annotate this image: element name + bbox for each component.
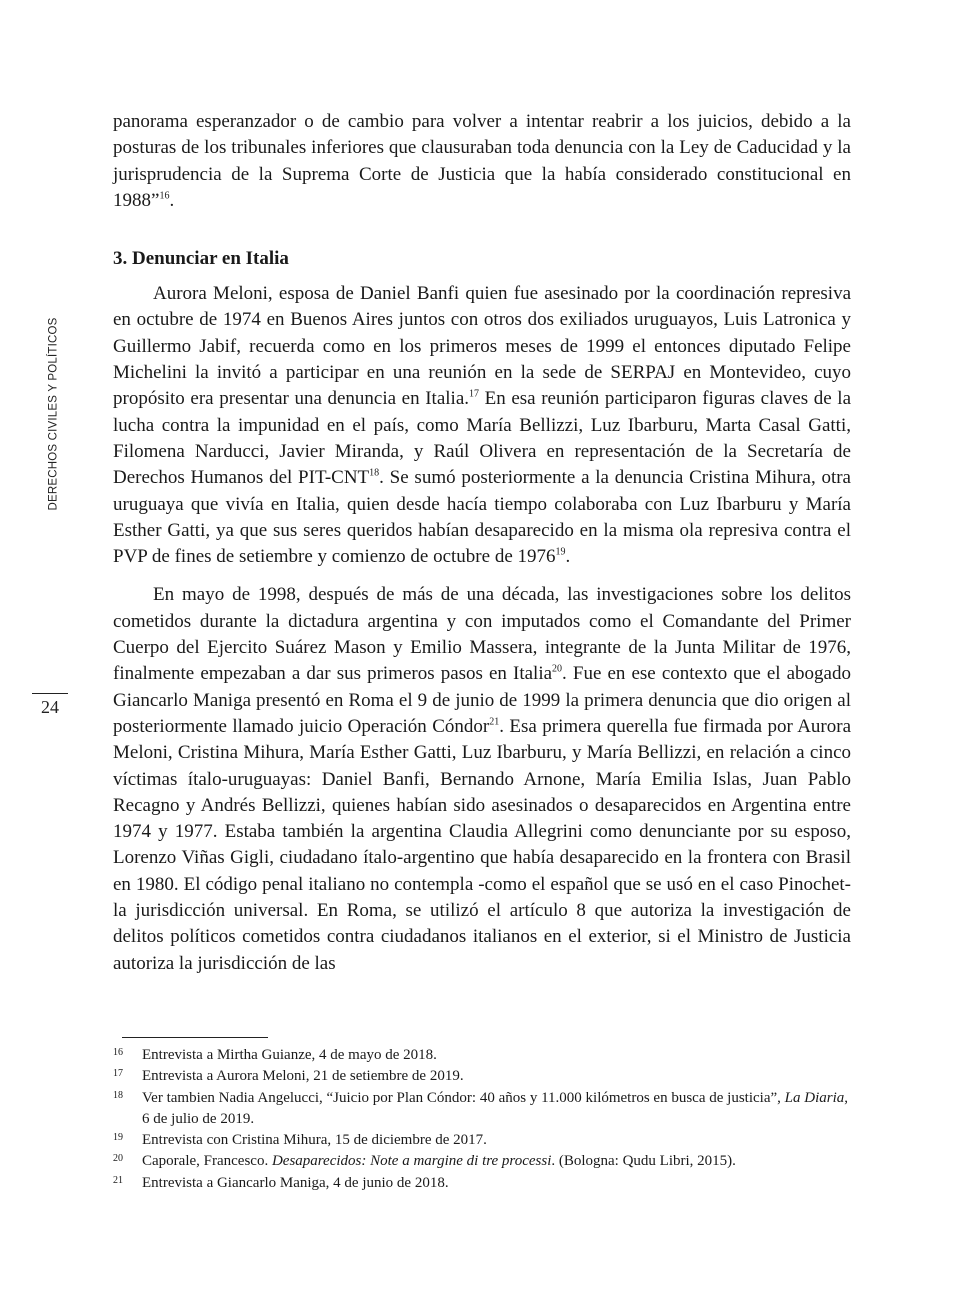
paragraph-text: Aurora Meloni, esposa de Daniel Banfi quien fue asesinado por la coordinación represiva en octubre de 1974 en Buenos Aires juntos con otros dos exiliados uruguayos, Luis Latronica y Guillermo Jabif, recuerda como en los primeros meses de 1999 el entonces diputado Felipe Michelini la invitó a participar en una reunión en la sede de SERPAJ en Montevideo, cuyo propósito era presentar una denuncia en Italia. <box>113 283 851 410</box>
footnote-18 <box>113 1088 851 1131</box>
footnote-21 <box>113 1173 851 1194</box>
main-text <box>113 109 851 977</box>
page-number: 24 <box>41 697 59 717</box>
paragraph-text: . Esa primera querella fue firmada por Aurora Meloni, Cristina Mihura, María Esther Gatti, Luz Ibarburu, y María Bellizzi, en relación a cinco víctimas ítalo-uruguayas: Daniel Banfi, Bernando Arnone, María Emilia Islas, Juan Pablo Recagno y Andrés Bellizzi, quienes habían sido asesinados o desaparecidos en Argentina entre 1974 y 1977. Estaba también la argentina Claudia Allegrini como denunciante por su esposo, Lorenzo Viñas Gigli, ciudadano ítalo-argentino que había desaparecido en la frontera con Brasil en 1980. El código penal italiano no contempla -como el español que se usó en el caso Pinochet- la jurisdicción universal. En Roma, se utilizó el artículo 8 que autoriza la investigación de delitos políticos cometidos contra ciudadanos italianos en el exterior, si el Ministro de Justicia autoriza la jurisdicción de las <box>113 715 852 974</box>
paragraph-text: . Se sumó posteriormente a la denuncia Cristina Mihura, otra uruguaya que vivía en Italia, quien desde hacía tiempo colaboraba con Luz Ibarburu y María Esther Gatti, ya que sus seres queridos habían desaparecido en la misma ola represiva contra el PVP de fines de setiembre y comienzo de octubre de 1976 <box>113 467 851 568</box>
section-label-text: DERECHOS CIVILES Y POLÍTICOS <box>48 317 61 511</box>
footnote-text-part: Caporale, Francesco. <box>142 1153 272 1170</box>
footnote-ref-17[interactable]: 17 <box>469 388 480 400</box>
paragraph-text: . <box>169 189 175 211</box>
footnote-text: Entrevista con Cristina Mihura, 15 de diciembre de 2017. <box>142 1132 487 1149</box>
book-title: Desaparecidos: Note a margine di tre processi <box>271 1153 552 1170</box>
footnote-text: Entrevista a Mirtha Guianze, 4 de mayo de 2018. <box>142 1047 437 1063</box>
footnote-number: 18 <box>113 1089 123 1101</box>
footnote-ref-18[interactable]: 18 <box>369 467 380 479</box>
footnote-ref-21[interactable]: 21 <box>489 716 500 728</box>
section-heading: 3. Denunciar en Italia <box>113 248 289 270</box>
footnote-text <box>142 1151 851 1172</box>
paragraph-text: panorama esperanzador o de cambio para volver a intentar reabrir a los juicios, debido a la posturas de los tribunales inferiores que clausuraban toda denuncia con la Ley de Caducidad y la jurisprudencia de la Suprema Corte de Justicia que la había considerado constitucional en 1988” <box>113 111 851 211</box>
publication-title: La Diaria <box>784 1089 845 1106</box>
footnote-19 <box>113 1130 851 1151</box>
paragraph-text: . <box>565 546 571 568</box>
footnote-separator <box>122 1037 268 1038</box>
footnote-ref-16[interactable]: 16 <box>159 190 170 202</box>
paragraph-meloni <box>113 281 851 570</box>
footnote-text-part: Ver tambien Nadia Angelucci, “Juicio por Plan Cóndor: 40 años y 11.000 kilómetros en busca de justicia”, <box>142 1089 785 1106</box>
footnote-ref-20[interactable]: 20 <box>552 663 563 675</box>
page-number-rule <box>32 693 68 694</box>
paragraph-continued <box>113 109 851 214</box>
running-section-label <box>40 316 68 512</box>
paragraph-text: . Fue en ese contexto que el abogado Giancarlo Maniga presentó en Roma el 9 de junio de 1999 la primera denuncia que dio origen al posteriormente llamado juicio Operación Cóndor <box>113 663 851 737</box>
footnote-number: 17 <box>113 1068 123 1080</box>
footnote-number: 16 <box>113 1047 123 1058</box>
footnote-20 <box>113 1151 851 1172</box>
footnote-text-part: . (Bologna: Qudu Libri, 2015). <box>551 1153 736 1170</box>
footnote-text: Entrevista a Aurora Meloni, 21 de setiembre de 2019. <box>142 1068 464 1085</box>
paragraph-text: En esa reunión participaron figuras claves de la lucha contra la impunidad en el país, como María Bellizzi, Luz Ibarburu, Marta Casal Gatti, Filomena Narducci, Javier Miranda, y Raúl Olivera en representación de la Secretaría de Derechos Humanos del PIT-CNT <box>113 388 851 489</box>
footnote-text: Entrevista a Giancarlo Maniga, 4 de junio de 2018. <box>142 1174 449 1191</box>
footnote-number: 20 <box>113 1153 123 1165</box>
footnote-16 <box>113 1045 851 1066</box>
paragraph-1998 <box>113 582 851 976</box>
footnote-number: 21 <box>113 1174 123 1186</box>
footnote-number: 19 <box>113 1132 123 1144</box>
footnote-17 <box>113 1066 851 1087</box>
footnote-text-part: , 6 de julio de 2019. <box>142 1089 848 1127</box>
footnotes <box>113 1045 851 1194</box>
footnote-ref-19[interactable]: 19 <box>555 546 566 558</box>
paragraph-text: En mayo de 1998, después de más de una década, las investigaciones sobre los delitos cometidos durante la dictadura argentina y con imputados como el Comandante del Primer Cuerpo del Ejercito Suárez Mason y Emilio Massera, integrante de la Junta Militar de 1976, finalmente empezaban a dar sus primeros pasos en Italia <box>113 584 851 685</box>
footnote-text <box>142 1088 851 1131</box>
